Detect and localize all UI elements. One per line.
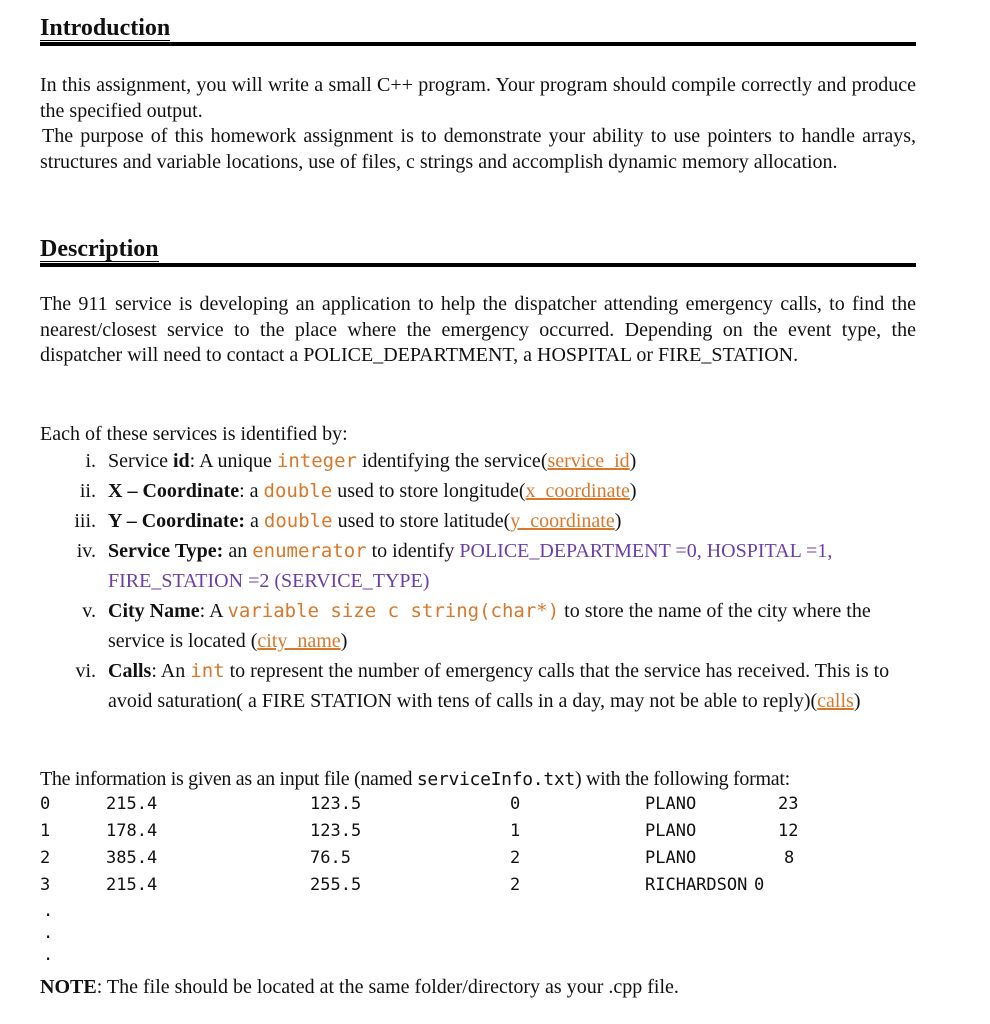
- list-number: ii.: [79, 480, 96, 502]
- list-bold: id: [172, 450, 190, 472]
- cell-calls: 0: [754, 875, 765, 895]
- code-type: int: [190, 660, 225, 682]
- file-intro: [40, 767, 916, 793]
- list-text: ): [629, 450, 637, 472]
- cell-city: PLANO: [645, 848, 697, 868]
- list-number: v.: [82, 600, 96, 622]
- list-text: ): [629, 480, 637, 502]
- code-type: variable size c string(char*): [227, 600, 560, 622]
- note-label: NOTE: [40, 976, 97, 998]
- cell-y: 123.5: [310, 794, 362, 814]
- list-item: [40, 446, 916, 476]
- list-bold: X – Coordinate: [108, 480, 240, 502]
- field-name: y_coordinate: [510, 510, 615, 532]
- list-item: [40, 596, 916, 656]
- description-paragraph: The 911 service is developing an application to help the dispatcher attending emergency calls, to find the nearest/closest service to the place where the emergency occurred. Depending on the event type, the dispatcher will need to contact a POLICE_DEPARTMENT, a HOSPITAL or FIRE_STATION.: [40, 293, 916, 367]
- list-number: iii.: [74, 510, 96, 532]
- description-heading-text: Description: [40, 236, 159, 262]
- cell-id: 3: [40, 875, 51, 895]
- cell-type: 2: [510, 875, 521, 895]
- list-text: : a: [239, 480, 264, 502]
- cell-type: 1: [510, 821, 521, 841]
- list-text: to identify: [366, 540, 460, 562]
- cell-x: 215.4: [106, 875, 158, 895]
- cell-city: PLANO: [645, 821, 697, 841]
- cell-calls: 8: [784, 848, 795, 868]
- dot: .: [43, 923, 54, 943]
- list-bold: Service Type:: [108, 540, 224, 562]
- cell-city: PLANO: [645, 794, 697, 814]
- continuation-dots: [43, 900, 53, 966]
- list-label: Service: [108, 450, 173, 472]
- table-row: [40, 791, 916, 818]
- cell-x: 178.4: [106, 821, 158, 841]
- list-text: ): [614, 510, 622, 532]
- introduction-heading: [40, 14, 916, 46]
- code-type: double: [263, 510, 333, 532]
- table-row: [40, 845, 916, 872]
- cell-id: 1: [40, 821, 51, 841]
- cell-calls: 12: [778, 821, 799, 841]
- cell-y: 255.5: [310, 875, 362, 895]
- cell-id: 0: [40, 794, 51, 814]
- list-bold: Y – Coordinate:: [108, 510, 246, 532]
- list-text: identifying the service(: [356, 450, 548, 472]
- cell-x: 215.4: [106, 794, 158, 814]
- field-name: x_coordinate: [525, 480, 630, 502]
- cell-id: 2: [40, 848, 51, 868]
- table-row: [40, 872, 916, 899]
- file-intro-text: ) with the following format:: [574, 768, 790, 790]
- code-type: double: [263, 480, 333, 502]
- list-text: to store the name of the city where the service is located (: [108, 600, 871, 652]
- code-type: integer: [276, 450, 357, 472]
- dot: .: [43, 945, 54, 965]
- introduction-heading-text: Introduction: [40, 15, 171, 41]
- note: [40, 975, 916, 1001]
- cell-type: 0: [510, 794, 521, 814]
- code-type: enumerator: [252, 540, 367, 562]
- list-number: i.: [85, 450, 96, 472]
- list-text: : An: [151, 660, 191, 682]
- table-row: [40, 818, 916, 845]
- cell-city: RICHARDSON: [645, 875, 748, 895]
- description-heading: [40, 235, 916, 267]
- list-intro: Each of these services is identified by:: [40, 423, 348, 445]
- file-name: serviceInfo.txt: [416, 769, 575, 790]
- cell-y: 123.5: [310, 821, 362, 841]
- list-text: a: [245, 510, 264, 532]
- intro-paragraph-1: In this assignment, you will write a small C++ program. Your program should compile correctly and produce the specified output.: [40, 74, 916, 122]
- list-text: used to store longitude(: [332, 480, 526, 502]
- list-text: : A: [199, 600, 228, 622]
- list-text: to represent the number of emergency calls that the service has received. This is to avoid saturation( a FIRE STATION with tens of calls in a day, may not be able to reply)(: [108, 660, 890, 712]
- sample-file-table: [40, 791, 916, 899]
- field-name: calls: [817, 690, 854, 712]
- cell-y: 76.5: [310, 848, 351, 868]
- list-item: [40, 476, 916, 506]
- list-item: [40, 506, 916, 536]
- cell-x: 385.4: [106, 848, 158, 868]
- list-number: iv.: [76, 540, 96, 562]
- cell-type: 2: [510, 848, 521, 868]
- service-attributes-list: [40, 446, 916, 716]
- field-name: city_name: [257, 630, 341, 652]
- field-name: service_id: [547, 450, 630, 472]
- dot: .: [43, 901, 54, 921]
- list-text: ): [340, 630, 348, 652]
- list-bold: Calls: [108, 660, 152, 682]
- list-number: vi.: [75, 660, 96, 682]
- list-item: [40, 656, 916, 716]
- intro-paragraph-2: The purpose of this homework assignment is to demonstrate your ability to use pointers to handle arrays, structures and variable locations, use of files, c strings and accomplish dynamic memory allocation.: [40, 125, 916, 173]
- file-intro-text: The information is given as an input file (named: [40, 768, 417, 790]
- list-bold: City Name: [108, 600, 200, 622]
- cell-calls: 23: [778, 794, 799, 814]
- note-text: : The file should be located at the same folder/directory as your .cpp file.: [96, 976, 679, 998]
- list-text: ): [853, 690, 861, 712]
- list-text: an: [223, 540, 253, 562]
- list-text: : A unique: [189, 450, 277, 472]
- list-item: [40, 536, 916, 596]
- list-text: used to store latitude(: [332, 510, 511, 532]
- enum-values: POLICE_DEPARTMENT =0, HOSPITAL =1, FIRE_STATION =2 (SERVICE_TYPE): [108, 540, 833, 592]
